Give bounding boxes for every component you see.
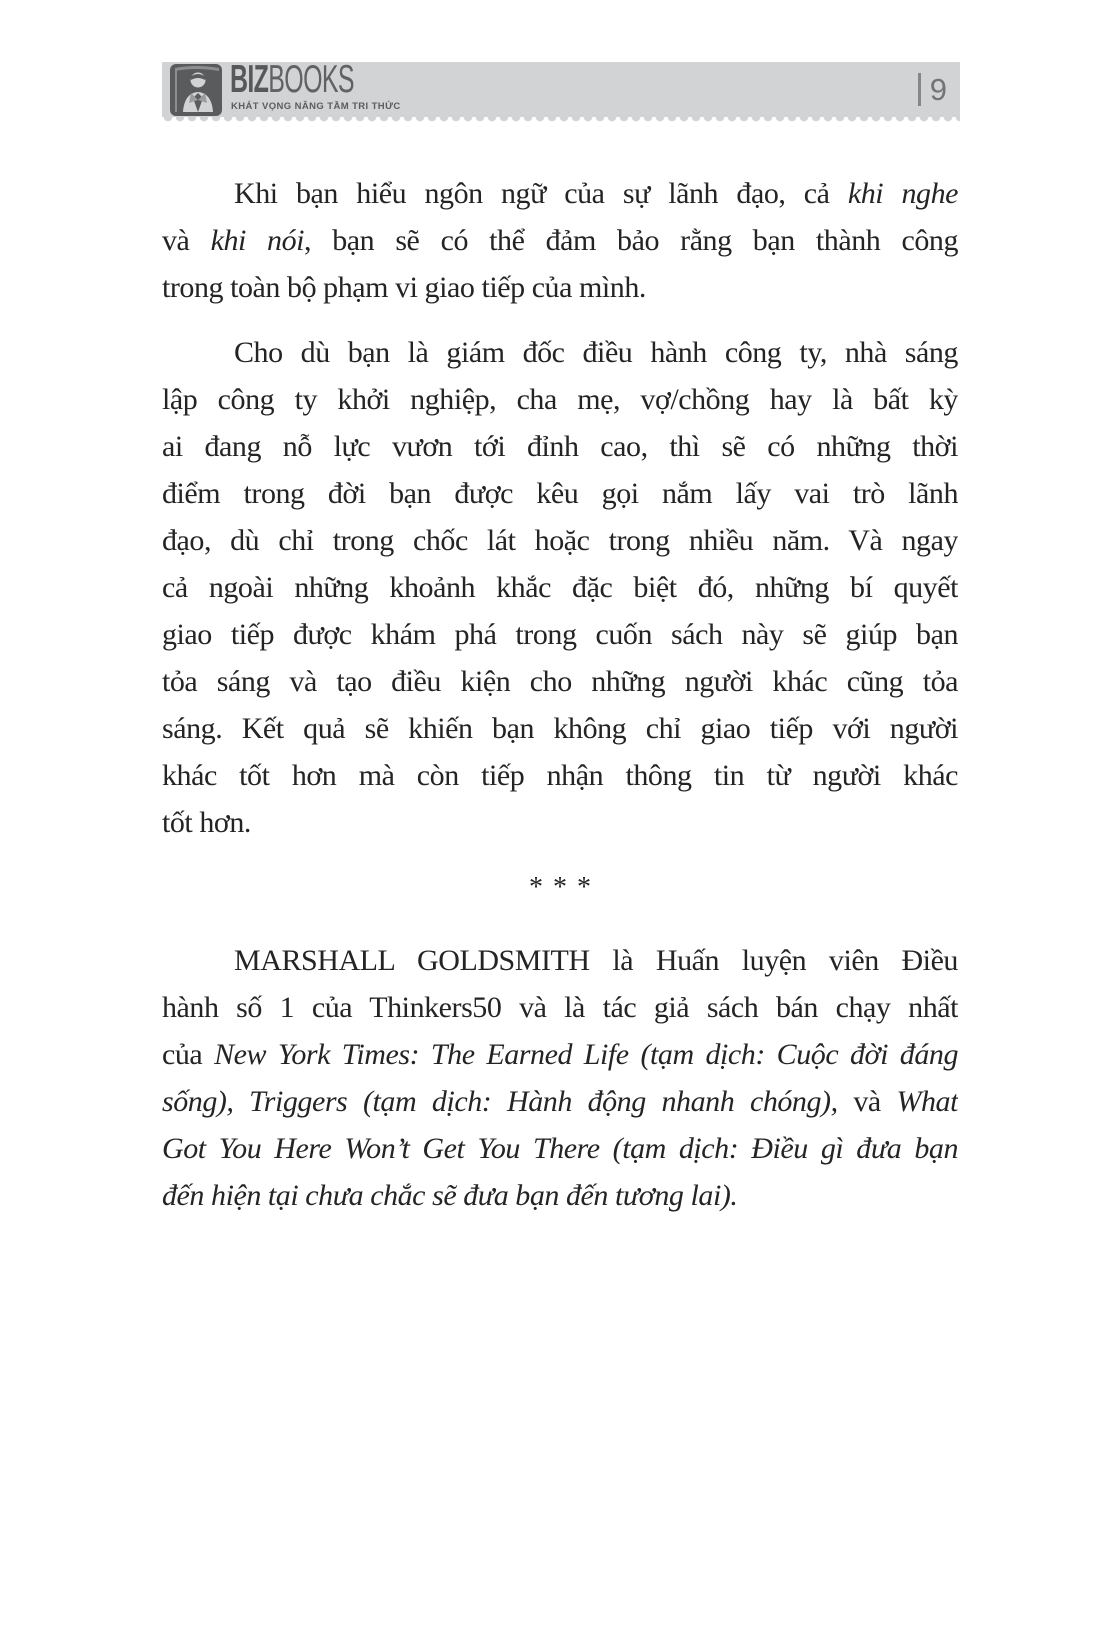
- text-run: lập công ty khởi nghiệp, cha mẹ, vợ/chồng hay là bất kỳ: [162, 383, 958, 416]
- page-number-separator-bar: [918, 73, 921, 106]
- brand-bold-text: BIZ: [230, 58, 269, 101]
- text-run-italic: khi nghe: [847, 177, 958, 210]
- bizbooks-logo-icon: [170, 64, 222, 116]
- paragraph-intro: [162, 170, 958, 311]
- page-number: [918, 62, 947, 117]
- text-run: tốt hơn.: [162, 806, 251, 839]
- text-run: hành số 1 của Thinkers50 và là tác giả sách bán chạy nhất: [162, 991, 958, 1024]
- text-run-italic: sống), Triggers (tạm dịch: Hành động nhanh chóng),: [162, 1085, 838, 1118]
- text-run-italic: Got You Here Won’t Get You There (tạm dịch: Điều gì đưa bạn: [162, 1132, 958, 1165]
- text-line: [162, 470, 958, 517]
- text-line: [162, 799, 958, 846]
- brand-tagline: KHÁT VỌNG NÂNG TẦM TRI THỨC: [231, 101, 401, 112]
- text-line: [162, 705, 958, 752]
- text-run: ai đang nỗ lực vươn tới đỉnh cao, thì sẽ có những thời: [162, 430, 958, 463]
- brand-light-text: BOOKS: [268, 58, 354, 101]
- text-run: cả ngoài những khoảnh khắc đặc biệt đó, những bí quyết: [162, 571, 958, 604]
- text-line: [162, 658, 958, 705]
- text-run: trong toàn bộ phạm vi giao tiếp của mình.: [162, 271, 646, 304]
- brand-wordmark: [230, 59, 354, 101]
- text-block: [162, 170, 958, 1237]
- text-run: điểm trong đời bạn được kêu gọi nắm lấy vai trò lãnh: [162, 477, 958, 510]
- page-number-value: 9: [929, 72, 947, 107]
- text-line: [162, 564, 958, 611]
- text-line: [162, 752, 958, 799]
- text-line: [162, 1078, 958, 1125]
- text-run: sáng. Kết quả sẽ khiến bạn không chỉ giao tiếp với người: [162, 712, 958, 745]
- text-line: [162, 937, 958, 984]
- paragraph-main: [162, 329, 958, 846]
- text-run: Khi bạn hiểu ngôn ngữ của sự lãnh đạo, cả: [234, 177, 848, 210]
- text-line: [162, 376, 958, 423]
- text-line: [162, 517, 958, 564]
- text-run: của: [162, 1038, 215, 1071]
- text-run-italic: New York Times: The Earned Life (tạm dịch: Cuộc đời đáng: [214, 1038, 958, 1071]
- text-line: [162, 217, 958, 264]
- text-run: khác tốt hơn mà còn tiếp nhận thông tin từ người khác: [162, 759, 958, 792]
- paragraph-author-bio: [162, 937, 958, 1219]
- text-line: [162, 264, 958, 311]
- text-line: [162, 1125, 958, 1172]
- text-run: , bạn sẽ có thể đảm bảo rằng bạn thành công: [304, 224, 958, 257]
- text-run: Cho dù bạn là giám đốc điều hành công ty, nhà sáng: [234, 336, 958, 369]
- text-line: [162, 329, 958, 376]
- text-line: [162, 1031, 958, 1078]
- text-run: tỏa sáng và tạo điều kiện cho những người khác cũng tỏa: [162, 665, 958, 698]
- text-line: [162, 611, 958, 658]
- text-run: giao tiếp được khám phá trong cuốn sách này sẽ giúp bạn: [162, 618, 958, 651]
- text-line: [162, 984, 958, 1031]
- text-run-italic: What: [896, 1085, 958, 1118]
- text-line: [162, 423, 958, 470]
- text-run: MARSHALL GOLDSMITH là Huấn luyện viên Điều: [234, 944, 958, 977]
- text-run-italic: khi nói: [210, 224, 305, 257]
- text-run: và: [162, 224, 211, 257]
- text-run: và: [837, 1085, 897, 1118]
- separator-asterisks: ***: [529, 872, 601, 903]
- text-line: [162, 1172, 958, 1219]
- text-line: [162, 170, 958, 217]
- text-run-italic: đến hiện tại chưa chắc sẽ đưa bạn đến tương lai).: [162, 1179, 738, 1212]
- header-bar: [162, 58, 960, 117]
- text-run: đạo, dù chỉ trong chốc lát hoặc trong nhiều năm. Và ngay: [162, 524, 958, 557]
